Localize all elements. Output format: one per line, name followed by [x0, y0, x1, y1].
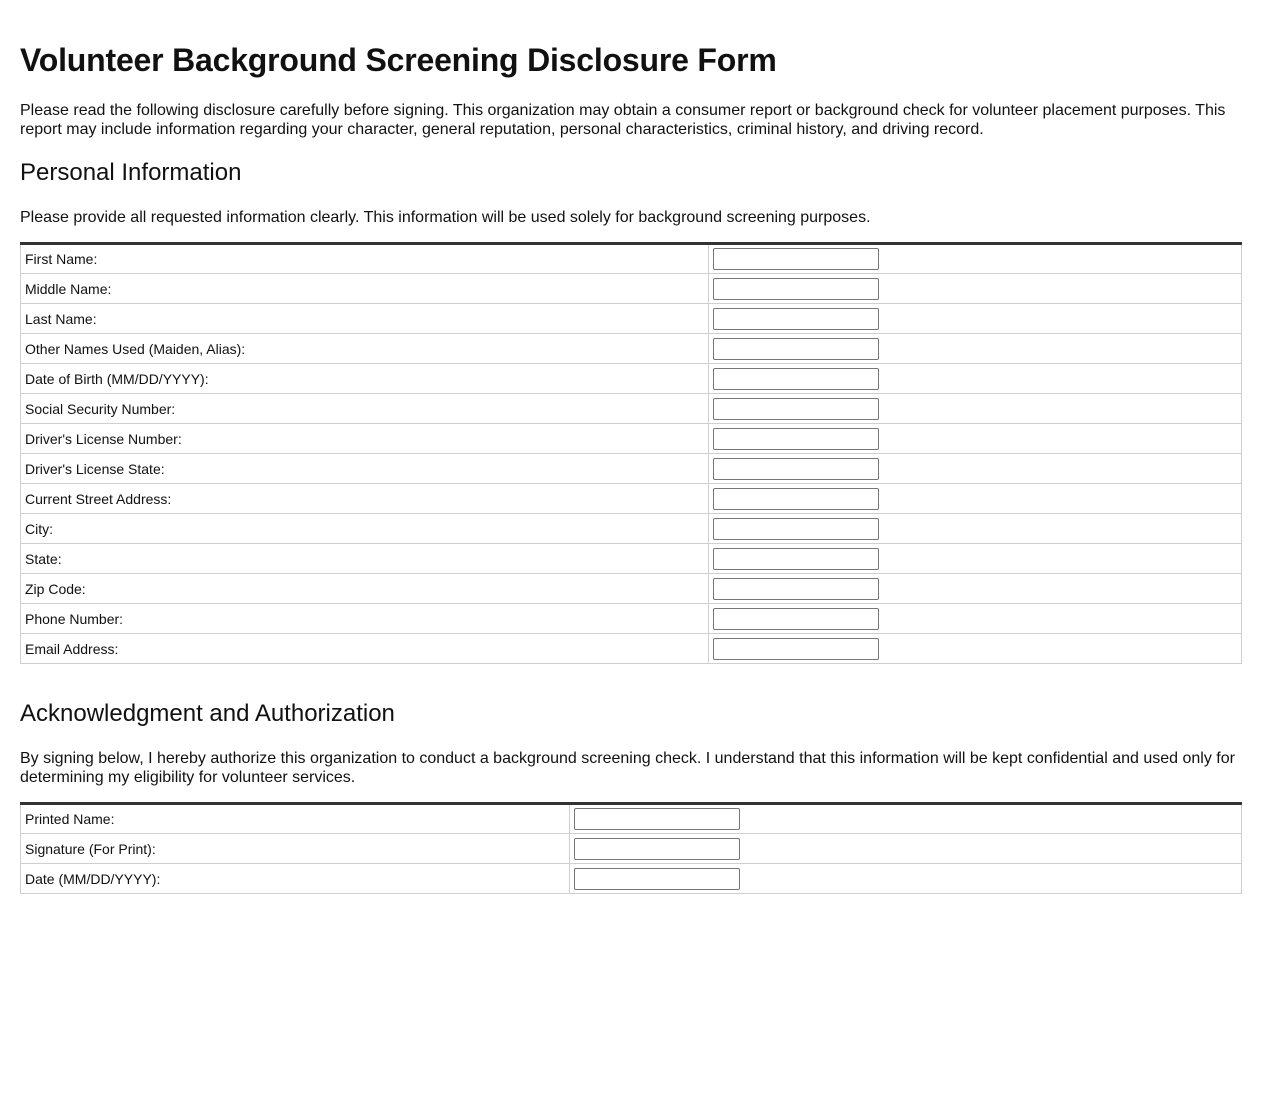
personal-information-heading: Personal Information	[20, 159, 242, 186]
field-label: Social Security Number:	[21, 394, 709, 424]
field-input-cell	[709, 544, 1242, 574]
field-label: Zip Code:	[21, 574, 709, 604]
field-label: Signature (For Print):	[21, 834, 570, 864]
date-of-birth-mm-dd-yyyy-input[interactable]	[713, 368, 879, 390]
field-label: City:	[21, 514, 709, 544]
personal-information-description: Please provide all requested information clearly. This information will be used solely for background screening purposes.	[20, 209, 871, 226]
field-input-cell	[709, 454, 1242, 484]
field-input-cell	[709, 364, 1242, 394]
form-row	[21, 334, 1242, 364]
zip-code-input[interactable]	[713, 578, 879, 600]
form-row	[21, 514, 1242, 544]
form-row	[21, 834, 1242, 864]
field-label: Printed Name:	[21, 804, 570, 834]
field-label: Email Address:	[21, 634, 709, 664]
middle-name-input[interactable]	[713, 278, 879, 300]
personal-information-table	[20, 242, 1242, 664]
field-label: Phone Number:	[21, 604, 709, 634]
field-label: Date (MM/DD/YYYY):	[21, 864, 570, 894]
field-input-cell	[709, 274, 1242, 304]
form-row	[21, 804, 1242, 834]
field-label: Middle Name:	[21, 274, 709, 304]
page-title: Volunteer Background Screening Disclosure Form	[20, 42, 777, 78]
form-row	[21, 574, 1242, 604]
form-row	[21, 394, 1242, 424]
form-row	[21, 364, 1242, 394]
date-mm-dd-yyyy-input[interactable]	[574, 868, 740, 890]
form-row	[21, 244, 1242, 274]
field-input-cell	[709, 574, 1242, 604]
field-input-cell	[570, 804, 1242, 834]
printed-name-input[interactable]	[574, 808, 740, 830]
field-input-cell	[570, 834, 1242, 864]
form-row	[21, 274, 1242, 304]
field-label: Date of Birth (MM/DD/YYYY):	[21, 364, 709, 394]
form-row	[21, 484, 1242, 514]
field-input-cell	[570, 864, 1242, 894]
driver-s-license-number-input[interactable]	[713, 428, 879, 450]
email-address-input[interactable]	[713, 638, 879, 660]
current-street-address-input[interactable]	[713, 488, 879, 510]
field-label: First Name:	[21, 244, 709, 274]
form-row	[21, 864, 1242, 894]
acknowledgment-heading: Acknowledgment and Authorization	[20, 700, 395, 727]
acknowledgment-table	[20, 802, 1242, 894]
phone-number-input[interactable]	[713, 608, 879, 630]
field-label: Current Street Address:	[21, 484, 709, 514]
field-input-cell	[709, 394, 1242, 424]
social-security-number-input[interactable]	[713, 398, 879, 420]
form-row	[21, 454, 1242, 484]
field-input-cell	[709, 424, 1242, 454]
field-label: Driver's License State:	[21, 454, 709, 484]
field-input-cell	[709, 604, 1242, 634]
state-input[interactable]	[713, 548, 879, 570]
field-input-cell	[709, 304, 1242, 334]
driver-s-license-state-input[interactable]	[713, 458, 879, 480]
field-input-cell	[709, 334, 1242, 364]
acknowledgment-description: By signing below, I hereby authorize this organization to conduct a background screening check. I understand that this information will be kept confidential and used only for determining my eligibility for volunteer services.	[20, 750, 1235, 786]
field-input-cell	[709, 634, 1242, 664]
field-label: Other Names Used (Maiden, Alias):	[21, 334, 709, 364]
intro-disclosure-text: Please read the following disclosure carefully before signing. This organization may obtain a consumer report or background check for volunteer placement purposes. This report may include information regarding your character, general reputation, personal characteristics, criminal history, and driving record.	[20, 102, 1226, 138]
first-name-input[interactable]	[713, 248, 879, 270]
signature-for-print-input[interactable]	[574, 838, 740, 860]
city-input[interactable]	[713, 518, 879, 540]
form-row	[21, 604, 1242, 634]
form-row	[21, 424, 1242, 454]
field-input-cell	[709, 514, 1242, 544]
last-name-input[interactable]	[713, 308, 879, 330]
form-row	[21, 544, 1242, 574]
field-input-cell	[709, 244, 1242, 274]
form-row	[21, 634, 1242, 664]
field-label: Driver's License Number:	[21, 424, 709, 454]
field-label: State:	[21, 544, 709, 574]
form-row	[21, 304, 1242, 334]
field-label: Last Name:	[21, 304, 709, 334]
other-names-used-maiden-alias-input[interactable]	[713, 338, 879, 360]
field-input-cell	[709, 484, 1242, 514]
